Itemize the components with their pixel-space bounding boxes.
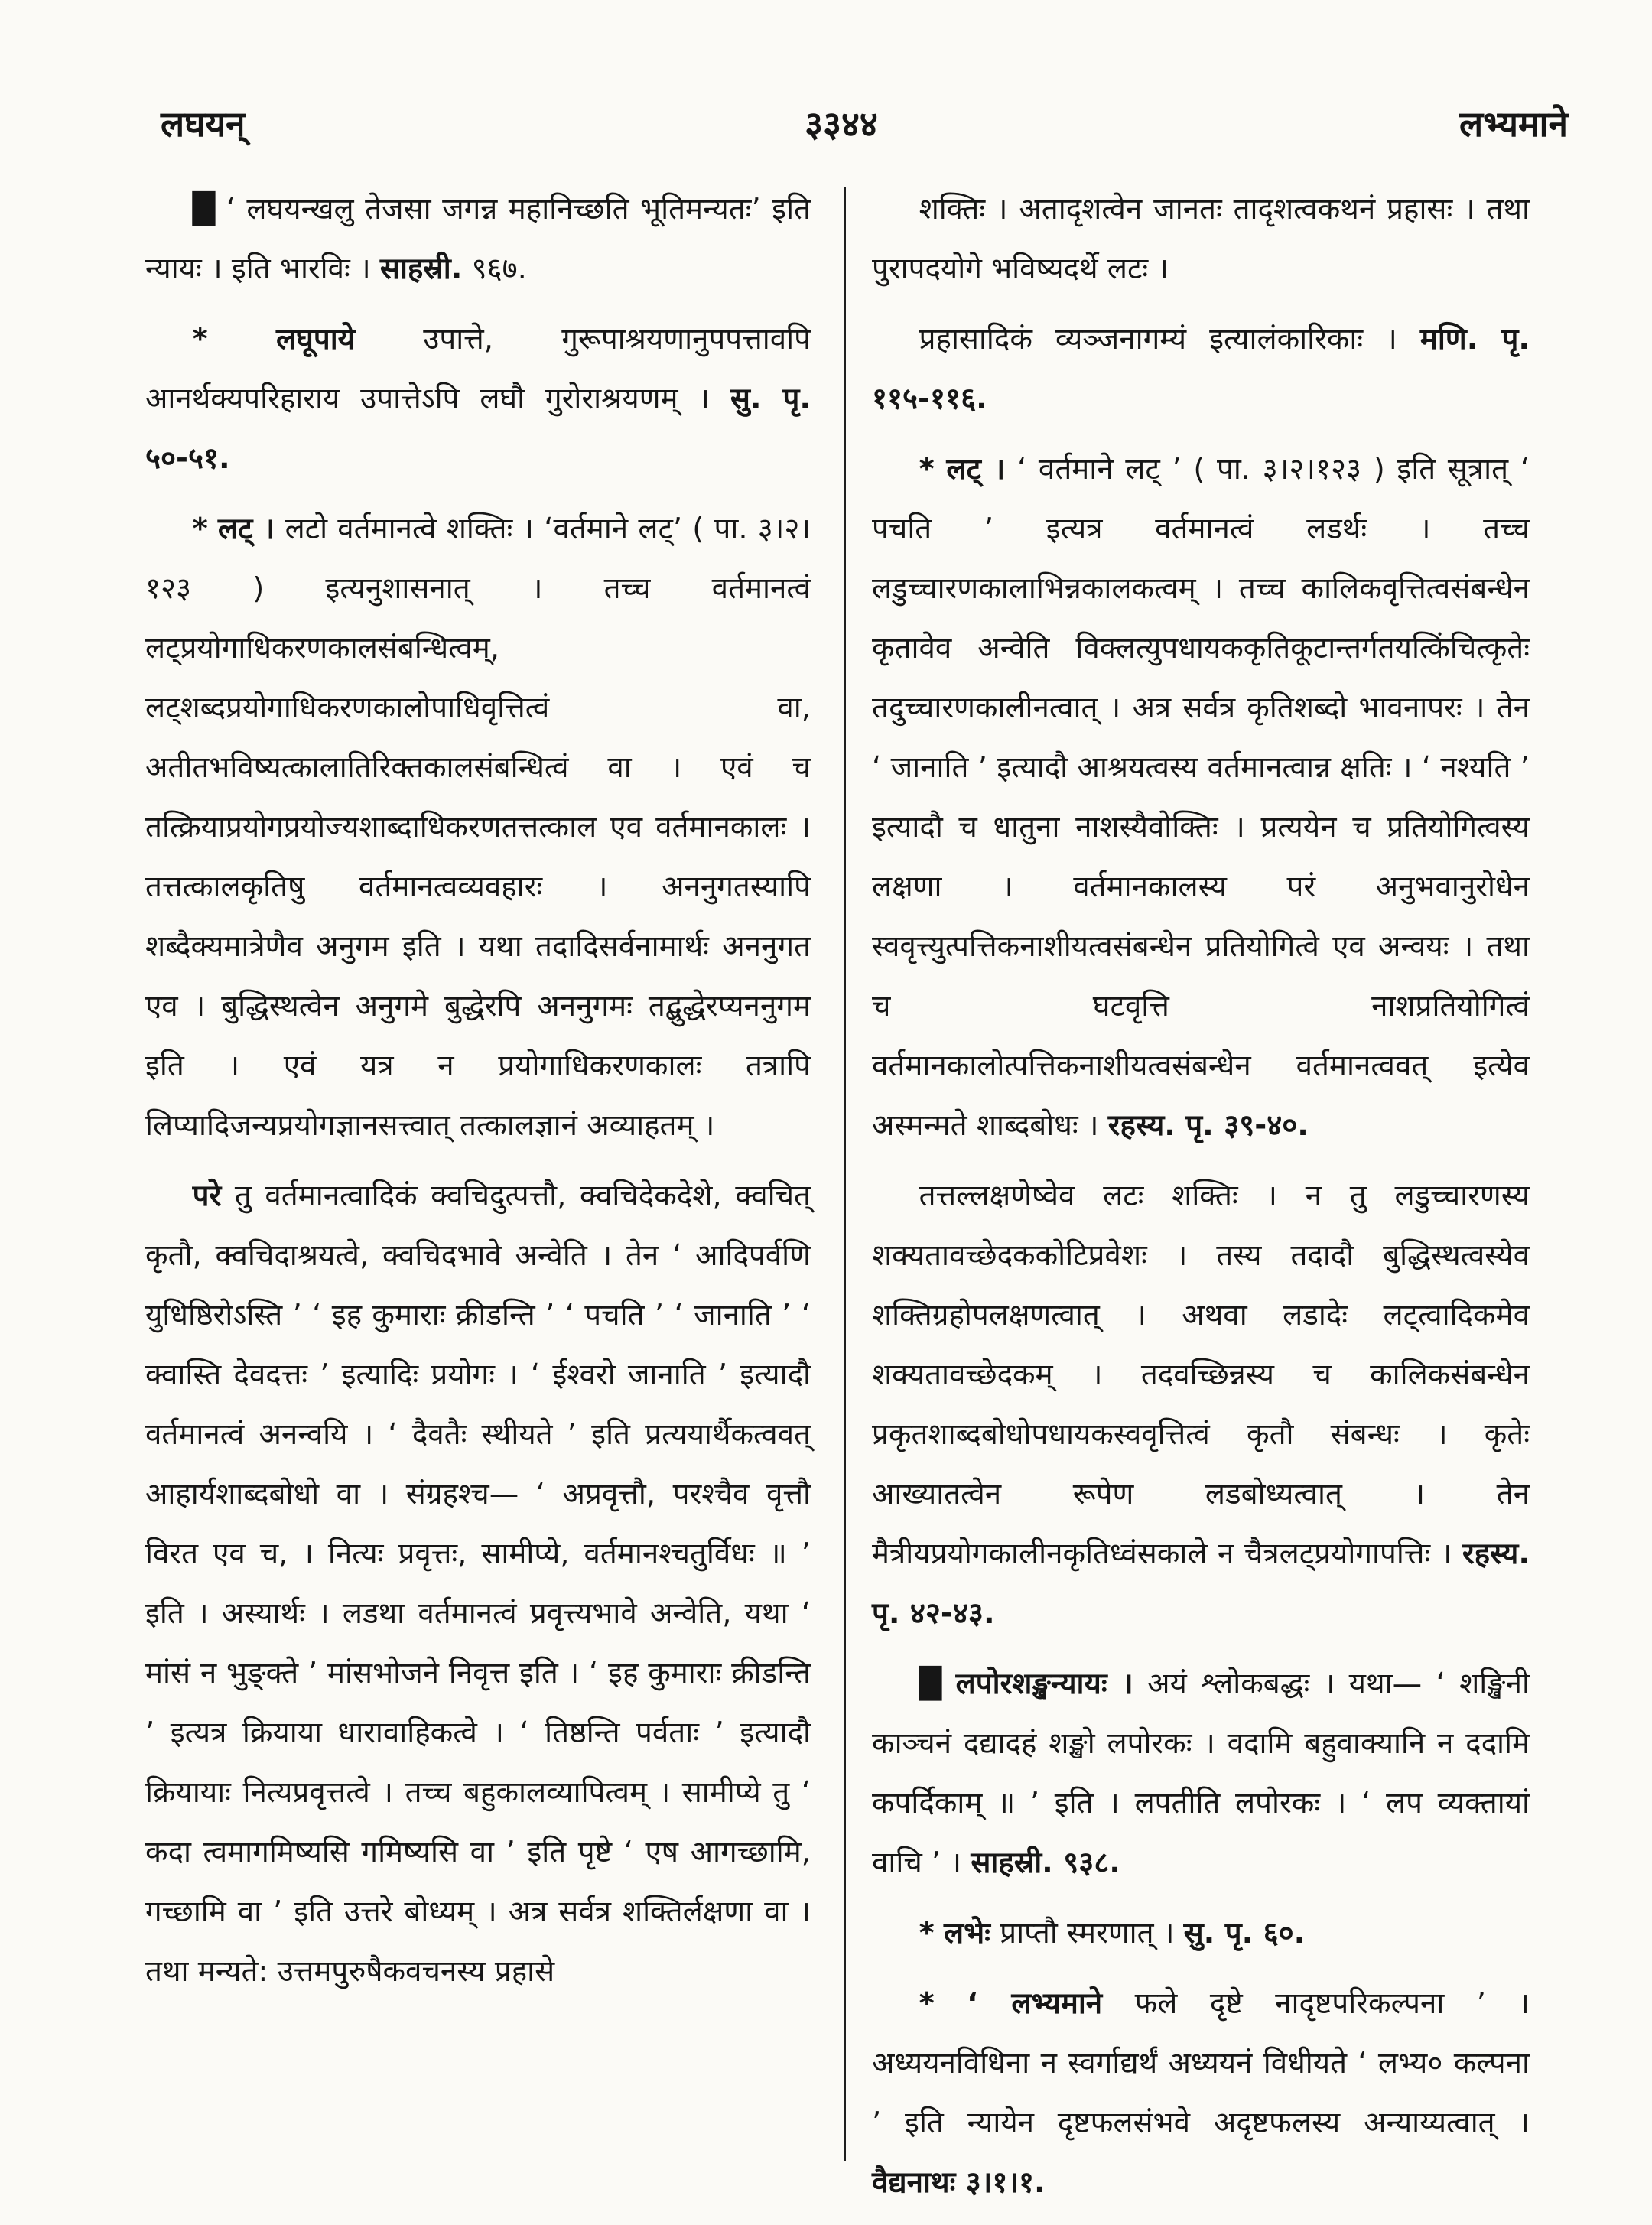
entry-headword: लघूपाये	[275, 322, 355, 356]
column-divider	[844, 187, 846, 2161]
entry-text: उपात्ते, गुरूपाश्रयणानुपपत्तावपि आनर्थक्यपरिहाराय उपात्तेऽपि लघौ गुरोराश्रयणम् ।	[145, 322, 811, 416]
entry-headword: ‘ लभ्यमाने	[967, 1986, 1103, 2021]
entry-headword: परे	[192, 1179, 222, 1213]
page-header	[115, 99, 1568, 161]
entry-text: शक्तिः । अतादृशत्वेन जानतः तादृशत्वकथनं प्रहासः । तथा पुरापदयोगे भविष्यदर्थे लटः ।	[872, 192, 1530, 286]
entry-text: फले दृष्टे नादृष्टपरिकल्पना ’ । अध्ययनविधिना न स्वर्गाद्यर्थं अध्ययनं विधीयते ‘ लभ्य० कल्पना ’ इति न्यायेन दृष्टफलसंभवे अदृष्टफलस्य अन्याय्यत्वात् ।	[872, 1986, 1530, 2140]
page-number: ३३४४	[805, 103, 878, 145]
entry-source-page: ९६७.	[471, 252, 527, 286]
entry-star-icon: *	[192, 512, 208, 546]
entry-text: ‘ वर्तमाने लट् ’ ( पा. ३।२।१२३ ) इति सूत्रात् ‘ पचति ’ इत्यत्र वर्तमानत्वं लडर्थः । तच्च लडुच्चारणकालाभिन्नकालकत्वम् । तच्च कालिकवृत्तित्वसंबन्धेन कृतावेव अन्वेति विक्लत्युपधायककृतिकूटान्तर्गतयत्किंचित्कृतेः तदुच्चारणकालीनत्वात् । अत्र सर्वत्र कृतिशब्दो भावनापरः । तेन ‘ जानाति ’ इत्यादौ आश्रयत्वस्य वर्तमानत्वान्न क्षतिः । ‘ नश्यति ’ इत्यादौ च धातुना नाशस्यैवोक्तिः । प्रत्ययेन च प्रतियोगित्वस्य लक्षणा । वर्तमानकालस्य परं अनुभवानुरोधेन स्ववृत्त्युत्पत्तिकनाशीयत्वसंबन्धेन प्रतियोगित्वे एव अन्वयः । तथा च घटवृत्ति नाशप्रतियोगित्वं वर्तमानकालोत्पत्तिकनाशीयत्वसंबन्धेन वर्तमानत्ववत् इत्येव अस्मन्मते शाब्दबोधः ।	[872, 452, 1530, 1143]
entry-source: रहस्य. पृ. ३९-४०.	[1107, 1108, 1309, 1143]
entry-text: ‘ लघयन्खलु तेजसा जगन्न महानिच्छति भूतिमन्यतः’ इति न्यायः । इति भारविः ।	[145, 192, 811, 286]
entry-paragraph	[145, 499, 811, 1156]
entry-source: वैद्यनाथः ३।१।१.	[872, 2165, 1046, 2200]
entry-text: प्रहासादिकं व्यञ्जनागम्यं इत्यालंकारिकाः ।	[919, 322, 1397, 356]
entry-star-icon: *	[919, 1916, 935, 1950]
entry-star-icon: *	[919, 452, 935, 486]
entry-text: तु वर्तमानत्वादिकं क्वचिदुत्पत्तौ, क्वचिदेकदेशे, क्वचित् कृतौ, क्वचिदाश्रयत्वे, क्वचिदभावे अन्वेति । तेन ‘ आदिपर्वणि युधिष्ठिरोऽस्ति ’ ‘ इह कुमाराः क्रीडन्ति ’ ‘ पचति ’ ‘ जानाति ’ ‘ क्वास्ति देवदत्तः ’ इत्यादिः प्रयोगः । ‘ ईश्वरो जानाति ’ इत्यादौ वर्तमानत्वं अनन्वयि । ‘ दैवतैः स्थीयते ’ इति प्रत्ययार्थैकत्ववत् आहार्यशाब्दबोधो वा । संग्रहश्च— ‘ अप्रवृत्तौ, परश्चैव वृत्तौ विरत एव च, । नित्यः प्रवृत्तः, सामीप्ये, वर्तमानश्चतुर्विधः ॥ ’ इति । अस्यार्थः । लडथा वर्तमानत्वं प्रवृत्त्यभावे अन्वेति, यथा ‘ मांसं न भुङ्क्ते ’ मांसभोजने निवृत्त इति । ‘ इह कुमाराः क्रीडन्ति ’ इत्यत्र क्रियाया धारावाहिकत्वे । ‘ तिष्ठन्ति पर्वताः ’ इत्यादौ क्रियायाः नित्यप्रवृत्तत्वे । तच्च बहुकालव्यापित्वम् । सामीप्ये तु ‘ कदा त्वमागमिष्यसि गमिष्यसि वा ’ इति पृष्टे ‘ एष आगच्छामि, गच्छामि वा ’ इति उत्तरे बोध्यम् । अत्र सर्वत्र शक्तिर्लक्षणा वा । तथा मन्यते: उत्तमपुरुषैकवचनस्य प्रहासे	[145, 1179, 811, 1989]
entry-paragraph	[145, 180, 811, 299]
entry-headword: लट् ।	[946, 452, 1006, 486]
right-column	[872, 180, 1530, 2223]
entry-paragraph	[145, 310, 811, 489]
entry-text: तत्तल्लक्षणेष्वेव लटः शक्तिः । न तु लडुच्चारणस्य शक्यतावच्छेदककोटिप्रवेशः । तस्य तदादौ बुद्धिस्थत्वस्येव शक्तिग्रहोपलक्षणत्वात् । अथवा लडादेः लट्त्वादिकमेव शक्यतावच्छेदकम् । तदवच्छिन्नस्य च कालिकसंबन्धेन प्रकृतशाब्दबोधोपधायकस्ववृत्तित्वं कृतौ संबन्धः । कृतेः आख्यातत्वेन रूपेण लडबोध्यत्वात् । तेन मैत्रीयप्रयोगकालीनकृतिध्वंसकाले न चैत्रलट्प्रयोगापत्तिः ।	[872, 1179, 1530, 1571]
left-column	[145, 180, 811, 2012]
header-left-word: लघयन्	[161, 103, 246, 145]
entry-text: प्राप्तौ स्मरणात् ।	[1000, 1916, 1175, 1950]
header-right-word: लभ्यमाने	[1459, 103, 1568, 145]
section-square-icon: █	[192, 192, 216, 226]
entry-source: रहस्य. पृ. ४२-४३.	[872, 1537, 1530, 1631]
entry-star-icon: *	[919, 1986, 935, 2021]
entry-paragraph	[872, 1904, 1530, 1963]
entry-headword: लट् ।	[217, 512, 275, 546]
entry-source: सु. पृ. ५०-५१.	[145, 382, 811, 476]
entry-source: साहस्री.	[379, 252, 463, 286]
entry-paragraph	[872, 180, 1530, 299]
entry-source: सु. पृ. ६०.	[1183, 1916, 1306, 1950]
entry-headword: लपोरशङ्खन्यायः ।	[955, 1667, 1133, 1701]
entry-source: साहस्री. ९३८.	[971, 1846, 1120, 1880]
entry-paragraph	[872, 310, 1530, 429]
entry-paragraph	[145, 1166, 811, 2002]
entry-paragraph	[872, 1166, 1530, 1644]
entry-headword: लभेः	[943, 1916, 990, 1950]
entry-text: लटो वर्तमानत्वे शक्तिः । ‘वर्तमाने लट्’ ( पा. ३।२।१२३ ) इत्यनुशासनात् । तच्च वर्तमानत्वं लट्प्रयोगाधिकरणकालसंबन्धित्वम्, लट्शब्दप्रयोगाधिकरणकालोपाधिवृत्तित्वं वा, अतीतभविष्यत्कालातिरिक्तकालसंबन्धित्वं वा । एवं च तत्क्रियाप्रयोगप्रयोज्यशाब्दाधिकरणतत्तत्काल एव वर्तमानकालः । तत्तत्कालकृतिषु वर्तमानत्वव्यवहारः । अननुगतस्यापि शब्दैक्यमात्रेणैव अनुगम इति । यथा तदादिसर्वनामार्थः अननुगत एव । बुद्धिस्थत्वेन अनुगमे बुद्धेरपि अननुगमः तद्बुद्धेरप्यननुगम इति । एवं यत्र न प्रयोगाधिकरणकालः तत्रापि लिप्यादिजन्यप्रयोगज्ञानसत्त्वात् तत्कालज्ञानं अव्याहतम् ।	[145, 512, 811, 1143]
section-square-icon: █	[919, 1667, 942, 1701]
entry-paragraph	[872, 1974, 1530, 2213]
entry-paragraph	[872, 440, 1530, 1156]
entry-text: अयं श्लोकबद्धः । यथा— ‘ शङ्खिनी काञ्चनं दद्यादहं शङ्खो लपोरकः । वदामि बहुवाक्यानि न ददामि कपर्दिकाम् ॥ ’ इति । लपतीति लपोरकः । ‘ लप व्यक्तायां वाचि ’ ।	[872, 1667, 1530, 1880]
entry-paragraph	[872, 1654, 1530, 1893]
entry-source: मणि. पृ. ११५-११६.	[872, 322, 1530, 416]
entry-star-icon: *	[192, 322, 208, 356]
